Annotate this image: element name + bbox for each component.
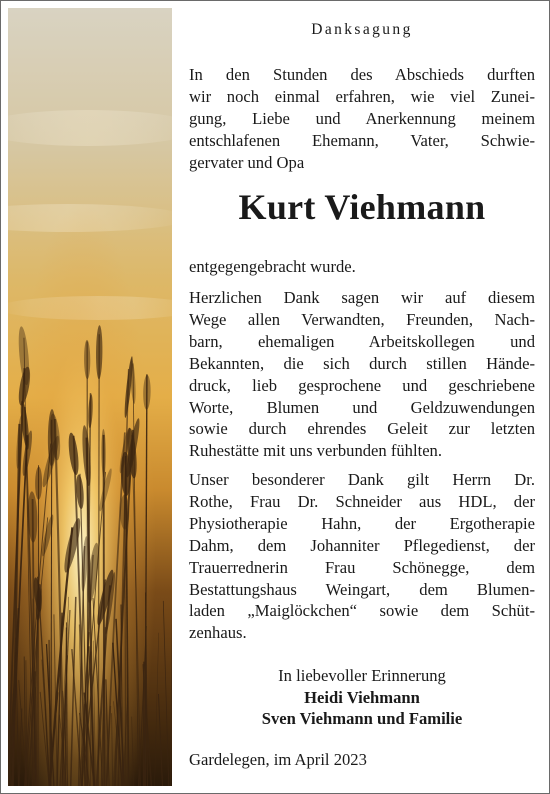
text-line: Bekannten, die sich durch stillen Hände- xyxy=(189,353,535,373)
text-line: Herzlichen Dank sagen wir auf diesem xyxy=(189,288,535,307)
text-line: sowie durch ehrendes Geleit zur letzten xyxy=(189,419,535,439)
place-date: Gardelegen, im April 2023 xyxy=(189,750,367,769)
remembrance-line: In liebevoller Erinnerung xyxy=(278,666,446,685)
text-line: Dahm, dem Johanniter Pflegedienst, der xyxy=(189,535,535,555)
text-line: wir noch einmal erfahren, wie viel Zunei- xyxy=(189,86,535,106)
signer-name: Sven Viehmann und Familie xyxy=(261,709,463,728)
signer-name: Heidi Viehmann xyxy=(304,687,420,707)
intro-paragraph xyxy=(189,64,535,174)
text-line: entschlafenen Ehemann, Vater, Schwie- xyxy=(189,130,535,150)
text-line: Physiotherapie Hahn, der Ergotherapie xyxy=(189,513,535,533)
text-line: gervater und Opa xyxy=(189,152,305,172)
text-line: Bestattungshaus Weingart, dem Blumen- xyxy=(189,579,535,599)
text-line: entgegengebracht wurde. xyxy=(189,257,356,276)
text-line: druck, lieb gesprochene und geschriebene xyxy=(189,375,535,395)
thanks-paragraph xyxy=(189,287,535,462)
notice-heading: Danksagung xyxy=(311,21,413,38)
closing-block xyxy=(189,665,535,730)
text-line: gung, Liebe und Anerkennung meinem xyxy=(189,108,535,128)
text-line: Unser besonderer Dank gilt Herrn Dr. xyxy=(189,470,535,489)
notice-text xyxy=(189,0,535,794)
sunset-reeds-photo xyxy=(8,8,172,786)
text-line: Worte, Blumen und Geldzuwendungen xyxy=(189,397,535,417)
text-line: zenhaus. xyxy=(189,623,247,643)
deceased-name: Kurt Viehmann xyxy=(238,187,486,227)
text-line: In den Stunden des Abschieds durften xyxy=(189,65,535,84)
text-line: Wege allen Verwandten, Freunden, Nach- xyxy=(189,309,535,329)
text-line: Trauerrednerin Frau Schönegge, dem xyxy=(189,557,535,577)
after-name-line xyxy=(189,256,535,278)
text-line: laden „Maiglöckchen“ sowie dem Schüt- xyxy=(189,601,535,621)
special-thanks-paragraph xyxy=(189,469,535,644)
text-line: Rothe, Frau Dr. Schneider aus HDL, der xyxy=(189,491,535,511)
text-line: Ruhestätte mit uns verbunden fühlten. xyxy=(189,441,443,461)
text-line: barn, ehemaligen Arbeitskollegen und xyxy=(189,331,535,351)
